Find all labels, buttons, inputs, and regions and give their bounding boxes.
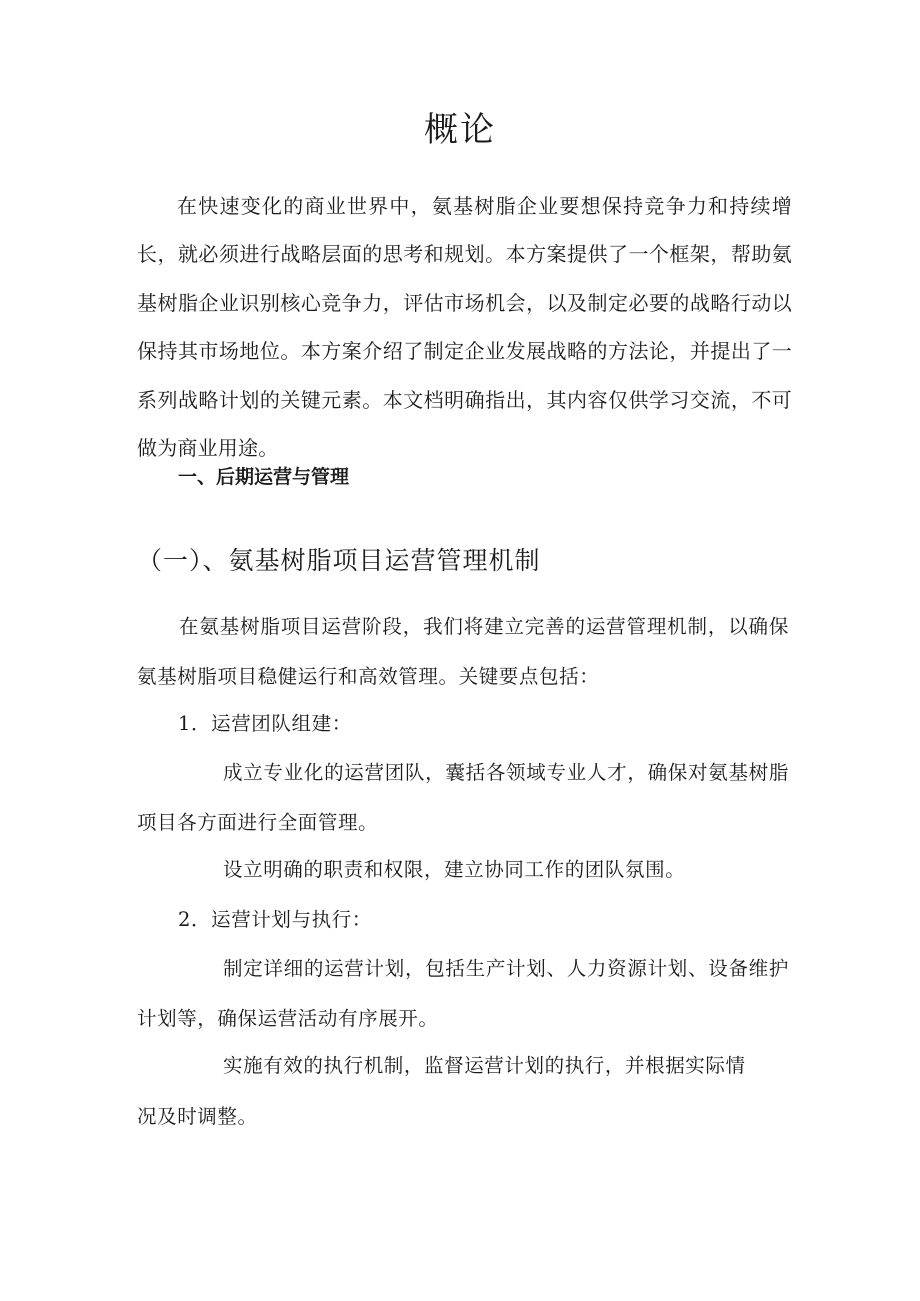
intro-paragraph: 在快速变化的商业世界中，氨基树脂企业要想保持竞争力和持续增长，就必须进行战略层面的思考和规划。本方案提供了一个框架，帮助氨基树脂企业识别核心竞争力，评估市场机会，以及制定必要的战略行动以保持其市场地位。本方案介绍了制定企业发展战略的方法论，并提出了一系列战略计划的关键元素。本文档明确指出，其内容仅供学习交流，不可做为商业用途。: [137, 194, 792, 461]
item-2-paragraph-2-line-2: 况及时调整。: [137, 1105, 258, 1128]
item-2-paragraph-2-line-1: 实施有效的执行机制，监督运营计划的执行，并根据实际情: [223, 1054, 746, 1077]
section-heading: 一、后期运营与管理: [178, 466, 350, 488]
item-1-paragraph-1: 成立专业化的运营团队，囊括各领域专业人才，确保对氨基树脂项目各方面进行全面管理。: [137, 761, 789, 834]
item-2-title: 2．运营计划与执行：: [178, 908, 372, 931]
item-1-paragraph-2: 设立明确的职责和权限，建立协同工作的团队氛围。: [223, 858, 686, 881]
lead-paragraph: 在氨基树脂项目运营阶段，我们将建立完善的运营管理机制，以确保氨基树脂项目稳健运行和高效管理。关键要点包括：: [137, 615, 789, 688]
item-2-paragraph-1: 制定详细的运营计划，包括生产计划、人力资源计划、设备维护计划等，确保运营活动有序展开。: [137, 957, 789, 1030]
item-1-title: 1．运营团队组建：: [178, 712, 352, 735]
subsection-heading: （一）、氨基树脂项目运营管理机制: [137, 546, 541, 575]
page-title: 概论: [424, 110, 496, 150]
